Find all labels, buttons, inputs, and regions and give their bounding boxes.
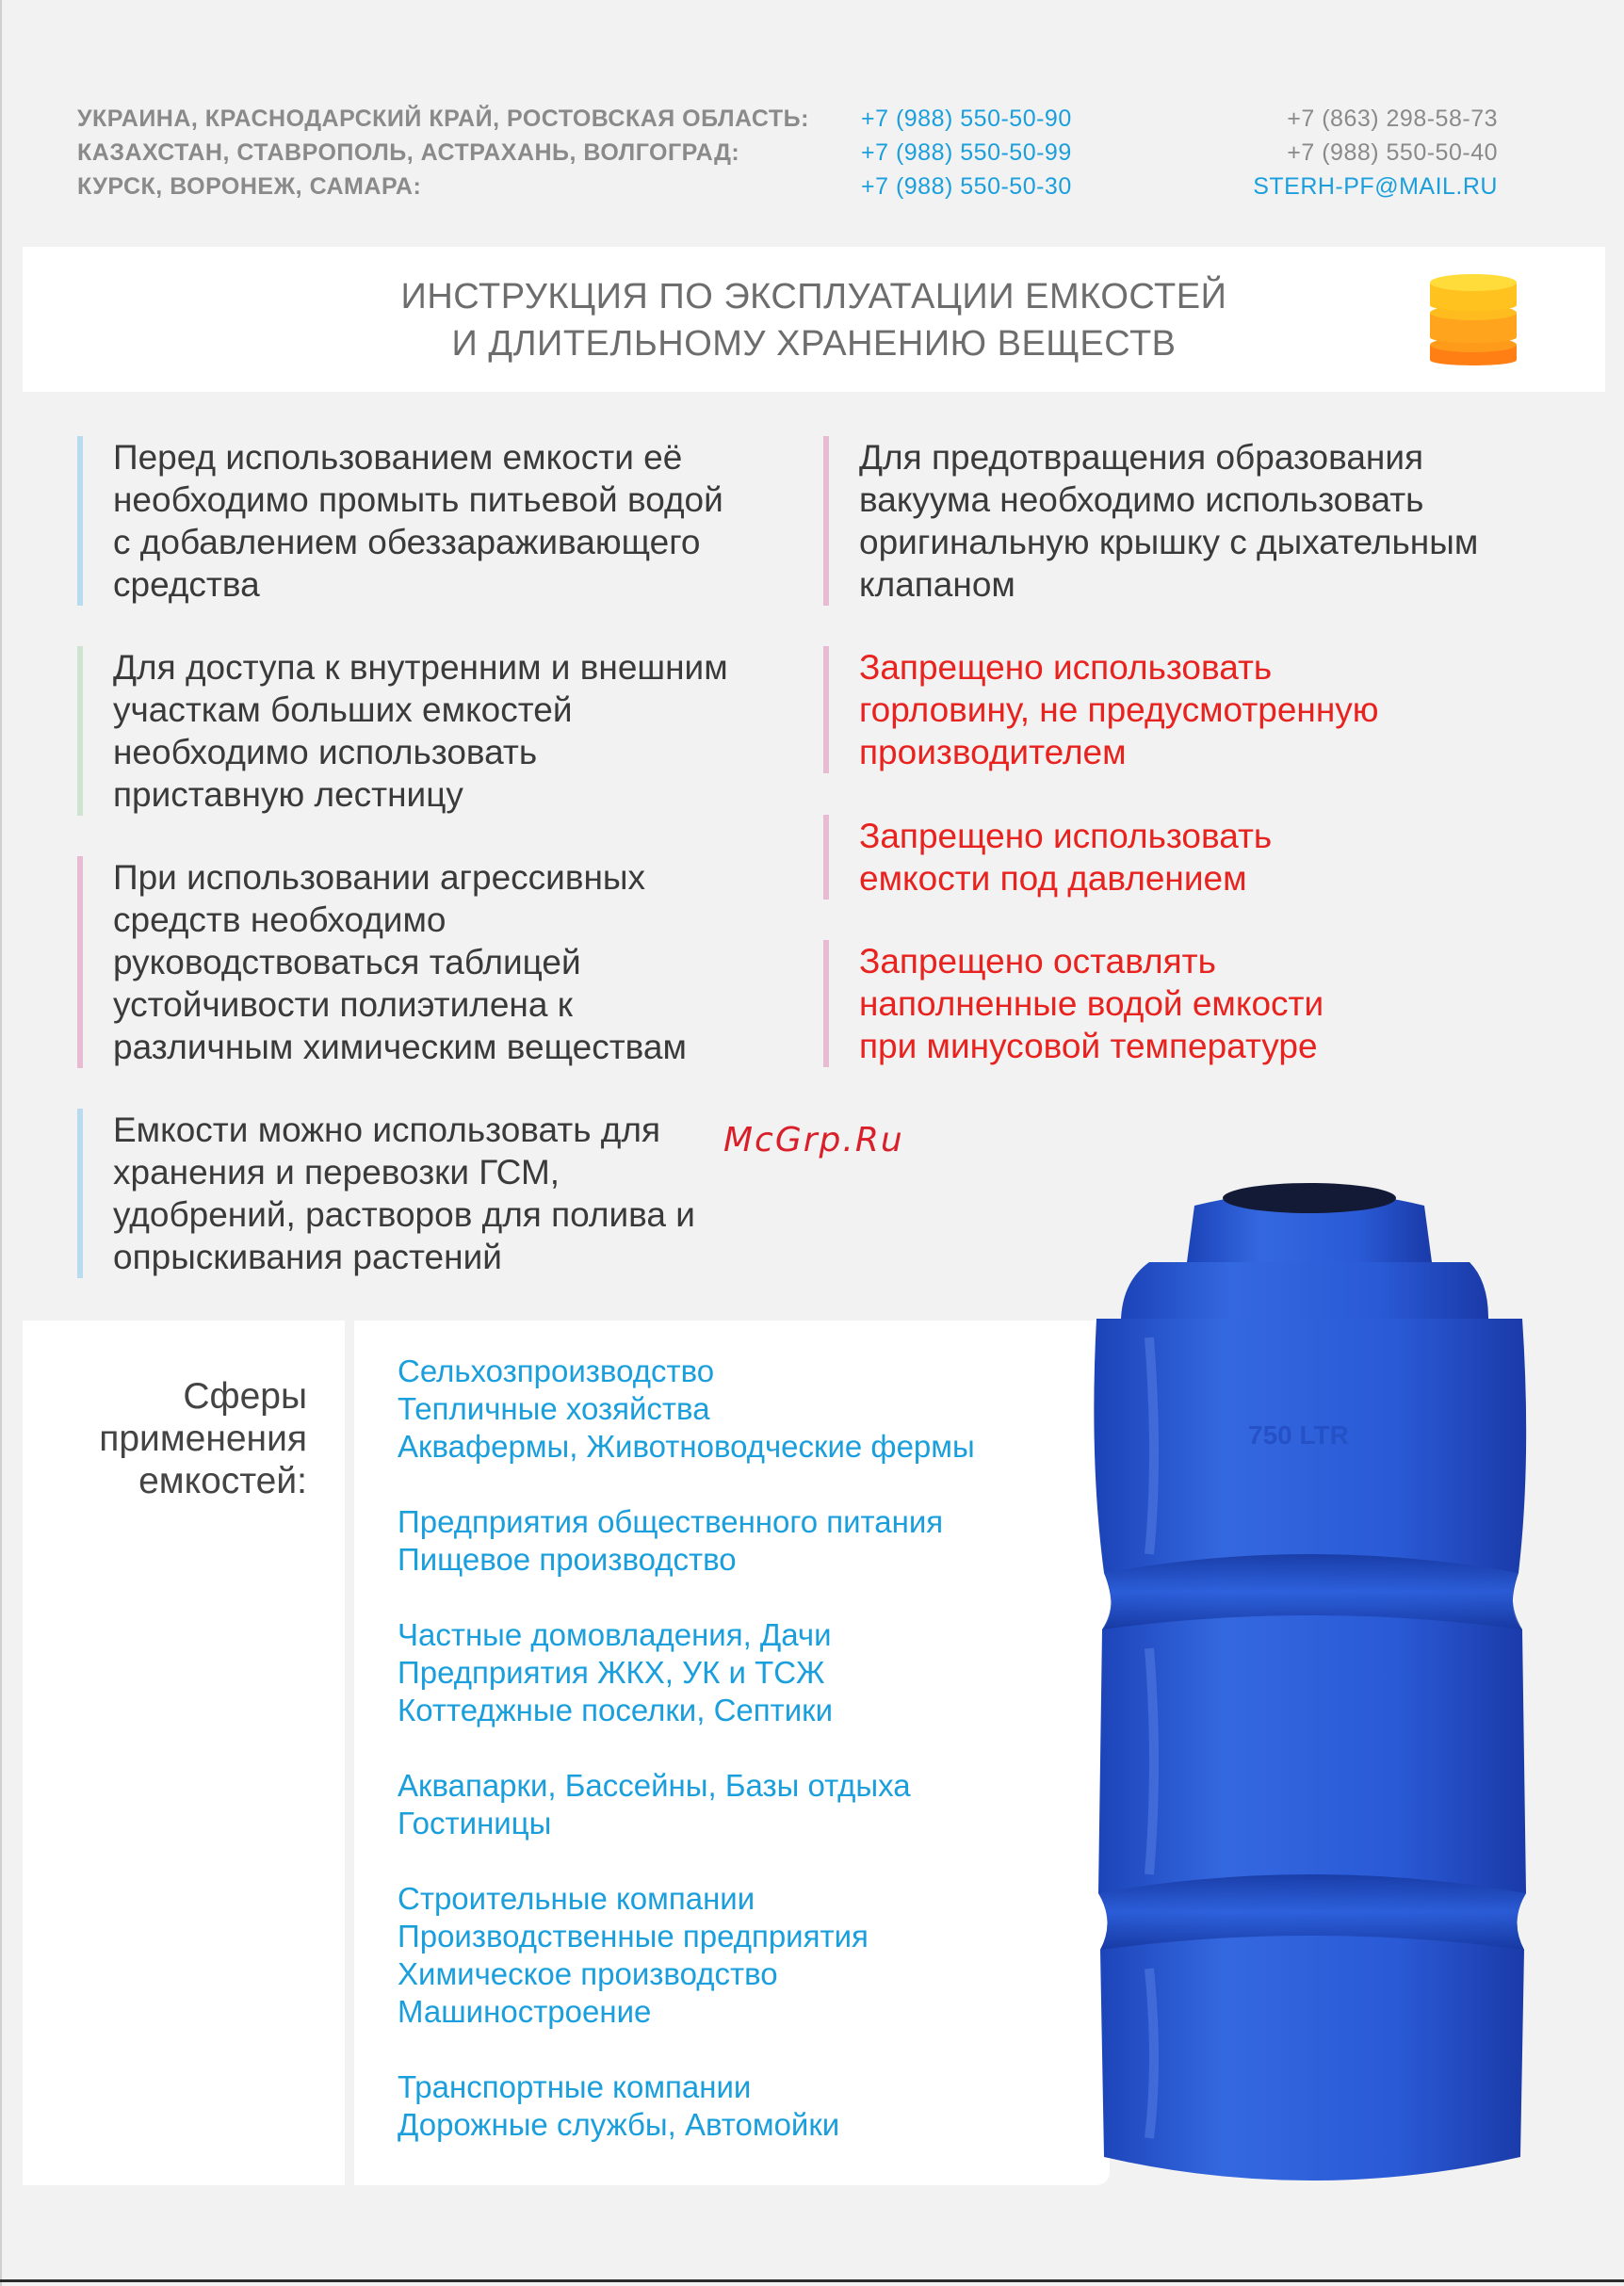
- spheres-groups: [398, 1353, 975, 2181]
- sphere-item: Дорожные службы, Автомойки: [398, 2107, 840, 2142]
- sphere-item: Сельхозпроизводство: [398, 1354, 715, 1388]
- water-tank-image: [1083, 1177, 1535, 2195]
- warning-block: [823, 815, 1272, 900]
- instruction-line: с добавлением обеззараживающего: [113, 523, 701, 561]
- sphere-item: Производственные предприятия: [398, 1919, 869, 1954]
- instruction-line: Для доступа к внутренним и внешним: [113, 648, 728, 687]
- warning-block: [823, 940, 1324, 1067]
- spheres-list-panel: [354, 1321, 1110, 2185]
- page-title: [23, 273, 1605, 367]
- heading-line: Сферы: [183, 1376, 307, 1417]
- phone-link[interactable]: +7 (988) 550-50-90: [861, 105, 1072, 132]
- instruction-line: опрыскивания растений: [113, 1238, 502, 1276]
- contacts-header: [77, 102, 1547, 205]
- regions-column: [77, 102, 809, 203]
- spheres-heading: [99, 1375, 307, 1502]
- instruction-line: необходимо промыть питьевой водой: [113, 480, 723, 519]
- warning-line: при минусовой температуре: [859, 1027, 1318, 1065]
- instruction-line: клапаном: [859, 565, 1015, 604]
- warning-line: производителем: [859, 733, 1127, 771]
- sphere-item: Тепличные хозяйства: [398, 1391, 710, 1426]
- instruction-line: различным химическим веществам: [113, 1028, 687, 1066]
- sphere-group: [398, 1880, 975, 2031]
- sphere-item: Строительные компании: [398, 1881, 755, 1916]
- sphere-item: Аквафермы, Животноводческие фермы: [398, 1429, 975, 1464]
- other-contacts-column: [1253, 102, 1498, 203]
- warning-line: наполненные водой емкости: [859, 984, 1324, 1023]
- instruction-block: [77, 646, 728, 816]
- sphere-group: [398, 2068, 975, 2144]
- sphere-item: Пищевое производство: [398, 1542, 737, 1577]
- warning-line: Запрещено оставлять: [859, 942, 1216, 981]
- title-line: ИНСТРУКЦИЯ ПО ЭКСПЛУАТАЦИИ ЕМКОСТЕЙ: [400, 277, 1227, 316]
- instruction-line: средств необходимо: [113, 900, 447, 939]
- watermark: McGrp.Ru: [723, 1121, 904, 1159]
- phone-link[interactable]: +7 (988) 550-50-30: [861, 173, 1072, 200]
- sphere-item: Химическое производство: [398, 1956, 778, 1991]
- region-line: КАЗАХСТАН, СТАВРОПОЛЬ, АСТРАХАНЬ, ВОЛГОГРАД:: [77, 139, 740, 166]
- sphere-item: Гостиницы: [398, 1806, 552, 1840]
- instruction-line: Емкости можно использовать для: [113, 1111, 661, 1149]
- phone-link[interactable]: +7 (988) 550-50-99: [861, 139, 1072, 166]
- spheres-heading-panel: [23, 1321, 345, 2185]
- sphere-group: [398, 1616, 975, 1729]
- instruction-line: участкам больших емкостей: [113, 690, 573, 729]
- warning-line: горловину, не предусмотренную: [859, 690, 1379, 729]
- instruction-line: приставную лестницу: [113, 775, 463, 814]
- phones-column: [861, 102, 1072, 203]
- sphere-item: Частные домовладения, Дачи: [398, 1617, 832, 1652]
- warning-line: Запрещено использовать: [859, 817, 1273, 855]
- heading-line: емкостей:: [138, 1461, 307, 1501]
- heading-line: применения: [99, 1419, 307, 1459]
- instruction-block: [77, 1109, 695, 1278]
- instruction-line: устойчивости полиэтилена к: [113, 985, 573, 1024]
- sphere-item: Машиностроение: [398, 1994, 652, 2029]
- instruction-line: руководствоваться таблицей: [113, 943, 581, 981]
- warning-line: Запрещено использовать: [859, 648, 1273, 687]
- bottom-rule: [0, 2279, 1624, 2282]
- sphere-group: [398, 1503, 975, 1579]
- instruction-line: вакуума необходимо использовать: [859, 480, 1424, 519]
- instruction-line: удобрений, растворов для полива и: [113, 1195, 695, 1234]
- instruction-line: Для предотвращения образования: [859, 438, 1424, 477]
- tank-embossed-label: 750 LTR: [1248, 1420, 1349, 1450]
- warning-block: [823, 646, 1379, 773]
- sphere-item: Предприятия общественного питания: [398, 1504, 944, 1539]
- region-line: КУРСК, ВОРОНЕЖ, САМАРА:: [77, 173, 422, 200]
- instruction-block: [77, 856, 687, 1068]
- instruction-line: хранения и перевозки ГСМ,: [113, 1153, 560, 1192]
- email-link[interactable]: STERH-PF@MAIL.RU: [1253, 173, 1498, 200]
- phone-link[interactable]: +7 (863) 298-58-73: [1287, 105, 1498, 132]
- sphere-group: [398, 1767, 975, 1842]
- title-bar: [23, 247, 1605, 392]
- instruction-block: [77, 436, 723, 606]
- instruction-line: Перед использованием емкости её: [113, 438, 683, 477]
- region-line: УКРАИНА, КРАСНОДАРСКИЙ КРАЙ, РОСТОВСКАЯ ОБЛАСТЬ:: [77, 105, 809, 132]
- instruction-block: [823, 436, 1478, 606]
- title-line: И ДЛИТЕЛЬНОМУ ХРАНЕНИЮ ВЕЩЕСТВ: [451, 324, 1177, 364]
- instruction-line: оригинальную крышку с дыхательным: [859, 523, 1479, 561]
- phone-link[interactable]: +7 (988) 550-50-40: [1287, 139, 1498, 166]
- sphere-item: Предприятия ЖКХ, УК и ТСЖ: [398, 1655, 825, 1690]
- instruction-line: При использовании агрессивных: [113, 858, 646, 897]
- database-stack-icon: [1426, 266, 1520, 373]
- sphere-group: [398, 1353, 975, 1466]
- sphere-item: Транспортные компании: [398, 2069, 752, 2104]
- sphere-item: Коттеджные поселки, Септики: [398, 1693, 834, 1727]
- warning-line: емкости под давлением: [859, 859, 1247, 898]
- instruction-line: необходимо использовать: [113, 733, 538, 771]
- sphere-item: Аквапарки, Бассейны, Базы отдыха: [398, 1768, 911, 1803]
- instruction-line: средства: [113, 565, 260, 604]
